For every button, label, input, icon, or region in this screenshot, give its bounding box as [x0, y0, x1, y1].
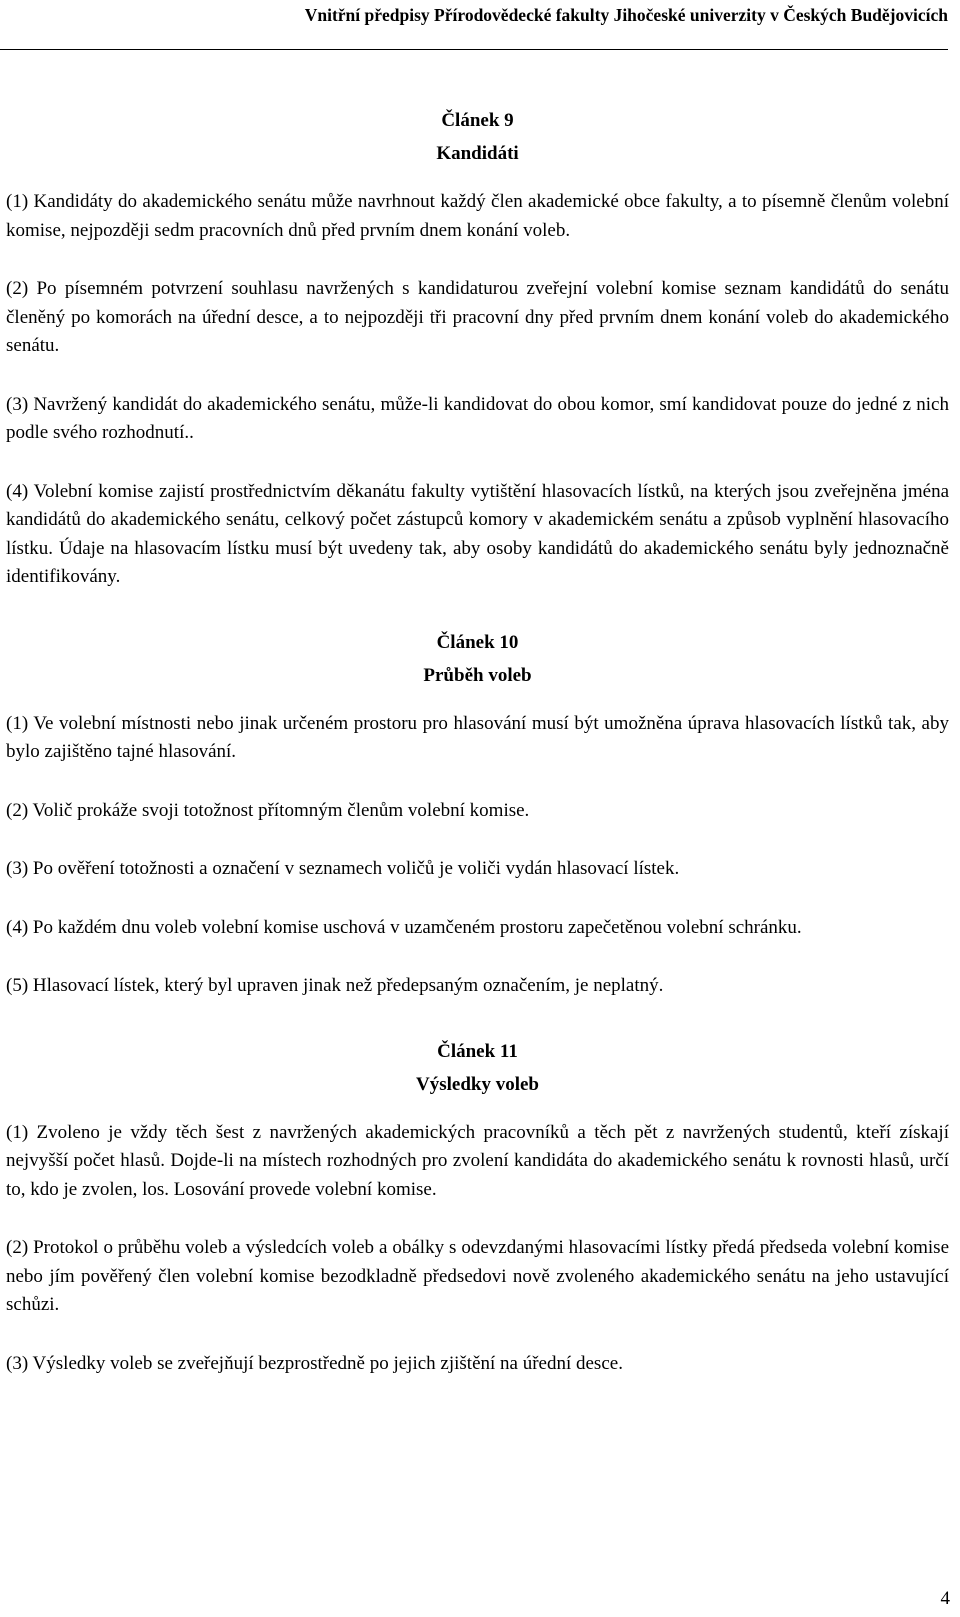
paragraph: (5) Hlasovací lístek, který byl upraven jinak než předepsaným označením, je neplatný.: [6, 975, 664, 996]
paragraph: (4) Volební komise zajistí prostřednictvím děkanátu fakulty vytištění hlasovacích lístků, na kterých jsou zveřejněna jména kandidátů do akademického senátu, celkový počet zástupců komory v akademickém senátu a způsob vyplnění hlasovacího lístku. Údaje na hlasovacím lístku musí být uvedeny tak, aby osoby kandidátů do akademického senátu byly jednoznačně identifikovány.: [6, 480, 949, 587]
paragraph: (1) Zvoleno je vždy těch šest z navržených akademických pracovníků a těch pět z navržených studentů, kteří získají nejvyšší počet hlasů. Dojde-li na místech rozhodných pro zvolení kandidáta do akademického senátu k rovnosti hlasů, určí to, kdo je zvolen, los. Losování provede volební komise.: [6, 1121, 949, 1200]
article-10: [6, 626, 949, 1001]
paragraph: (1) Kandidáty do akademického senátu může navrhnout každý člen akademické obce fakulty, a to písemně členům volební komise, nejpozději sedm pracovních dnů před prvním dnem konání voleb.: [6, 191, 949, 241]
article-number: Článek 10: [436, 631, 519, 653]
header-rule: [0, 49, 948, 50]
paragraph: (1) Ve volební místnosti nebo jinak určeném prostoru pro hlasování musí být umožněna úprava hlasovacích lístků tak, aby bylo zajištěno tajné hlasování.: [6, 712, 949, 762]
paragraph: (3) Výsledky voleb se zveřejňují bezprostředně po jejich zjištění na úřední desce.: [6, 1352, 623, 1374]
article-9: [6, 104, 949, 592]
page-header: Vnitřní předpisy Přírodovědecké fakulty Jihočeské univerzity v Českých Budějovicích: [304, 5, 948, 25]
document-body: [6, 104, 949, 1378]
paragraph: (2) Volič prokáže svoji totožnost přítomným členům volební komise.: [6, 799, 530, 821]
article-title: Kandidáti: [436, 143, 519, 164]
article-title: Průběh voleb: [423, 664, 532, 686]
page-number: 4: [940, 1588, 950, 1609]
article-number: Článek 9: [441, 110, 514, 131]
paragraph: (3) Po ověření totožnosti a označení v seznamech voličů je voliči vydán hlasovací lístek.: [6, 858, 680, 879]
article-number: Článek 11: [437, 1040, 518, 1062]
article-title: Výsledky voleb: [416, 1073, 539, 1095]
paragraph: (2) Po písemném potvrzení souhlasu navržených s kandidaturou zveřejní volební komise seznam kandidátů do senátu členěný po komorách na úřední desce, a to nejpozději tři pracovní dny před prvním dnem konání voleb do akademického senátu.: [6, 278, 949, 356]
paragraph: (4) Po každém dnu voleb volební komise uschová v uzamčeném prostoru zapečetěnou volební schránku.: [6, 916, 802, 938]
paragraph: (3) Navržený kandidát do akademického senátu, může-li kandidovat do obou komor, smí kandidovat pouze do jedné z nich podle svého rozhodnutí..: [6, 393, 949, 443]
article-11: [6, 1035, 949, 1379]
paragraph: (2) Protokol o průběhu voleb a výsledcích voleb a obálky s odevzdanými hlasovacími lístky předá předseda volební komise nebo jím pověřený člen volební komise bezodkladně předsedovi nově zvoleného akademického senátu na jeho ustavující schůzi.: [6, 1237, 949, 1315]
